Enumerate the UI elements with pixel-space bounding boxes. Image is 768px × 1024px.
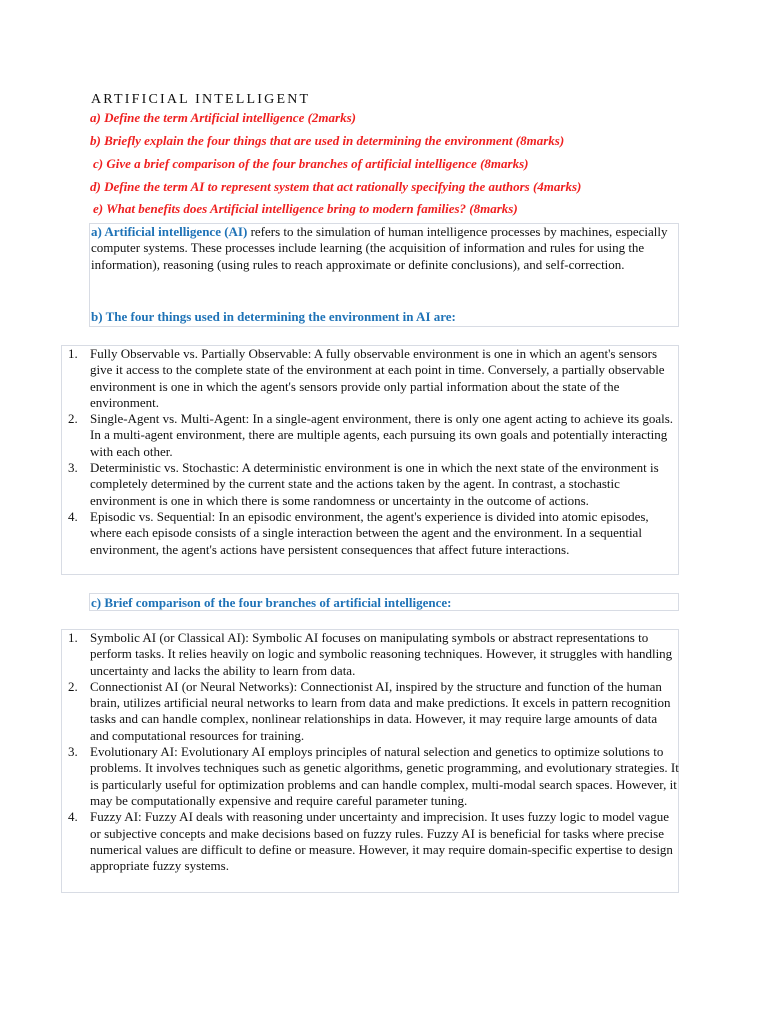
question-a: a) Define the term Artificial intelligence (2marks) <box>90 110 356 125</box>
document-title: ARTIFICIAL INTELLIGENT <box>91 92 311 107</box>
question-d: d) Define the term AI to represent system that act rationally specifying the authors (4marks) <box>90 179 582 194</box>
list-item: 1. Fully Observable vs. Partially Observable: A fully observable environment is one in which an agent's sensors give it access to the complete state of the environment at each point in time. Conversely, a partially observable environment is one in which the agent's sensors provide only partial information about the state of the environment. <box>68 346 665 410</box>
list-item: 4. Fuzzy AI: Fuzzy AI deals with reasoning under uncertainty and imprecision. It uses fuzzy logic to model vague or subjective concepts and make decisions based on fuzzy rules. Fuzzy AI is beneficial for tasks where precise numerical values are difficult to define or measure. However, it may require domain-specific expertise to design appropriate fuzzy systems. <box>68 809 673 874</box>
list-item: 2. Single-Agent vs. Multi-Agent: In a single-agent environment, there is only one agent acting to achieve its goals. In a multi-agent environment, there are multiple agents, each pursuing its own goals and potentially interacting with each other. <box>68 411 674 459</box>
list-item: 1. Symbolic AI (or Classical AI): Symbolic AI focuses on manipulating symbols or abstract representations to perform tasks. It relies heavily on logic and symbolic reasoning techniques. However, it struggles with handling uncertainty and lacks the ability to learn from data. <box>68 630 673 678</box>
list-item: 4. Episodic vs. Sequential: In an episodic environment, the agent's experience is divided into atomic episodes, where each episode consists of a single interaction between the agent and the environment. In a sequential environment, the agent's actions have persistent consequences that affect future interactions. <box>68 508 649 557</box>
section-a-paragraph <box>91 224 677 273</box>
list-item: 3. Deterministic vs. Stochastic: A deterministic environment is one in which the next state of the environment is completely determined by the current state and the actions taken by the agent. In contrast, a stochastic environment is one in which there is some randomness or uncertainty in the outcome of actions. <box>68 460 659 508</box>
section-b-list <box>61 346 679 558</box>
list-item: 2. Connectionist AI (or Neural Networks): Connectionist AI, inspired by the structure and function of the human brain, utilizes artificial neural networks to learn from data and make predictions. It excels in pattern recognition tasks and can handle complex, nonlinear relationships in data. However, it may require large amounts of data and computational resources for training. <box>68 678 671 743</box>
section-b-heading: b) The four things used in determining the environment in AI are: <box>91 309 456 324</box>
question-c: c) Give a brief comparison of the four branches of artificial intelligence (8marks) <box>93 156 529 171</box>
question-e: e) What benefits does Artificial intelligence bring to modern families? (8marks) <box>93 201 518 216</box>
section-c-list <box>61 630 679 874</box>
section-c-heading: c) Brief comparison of the four branches of artificial intelligence: <box>91 595 452 610</box>
list-item: 3. Evolutionary AI: Evolutionary AI employs principles of natural selection and genetics to optimize solutions to problems. It involves techniques such as genetic algorithms, genetic programming, and evolutionary strategies. It is particularly useful for optimization problems and can handle complex, multi-modal search spaces. However, it may be computationally expensive and require careful parameter tuning. <box>68 744 679 808</box>
question-b: b) Briefly explain the four things that are used in determining the environment (8marks) <box>90 133 565 148</box>
section-a-term: a) Artificial intelligence (AI) <box>91 224 248 239</box>
section-a-text: refers to the simulation of human intelligence processes by machines, especially computer systems. These processes include learning (the acquisition of information and rules for using the information), reasoning (using rules to reach approximate or definite conclusions), and self-correction. <box>91 224 668 272</box>
